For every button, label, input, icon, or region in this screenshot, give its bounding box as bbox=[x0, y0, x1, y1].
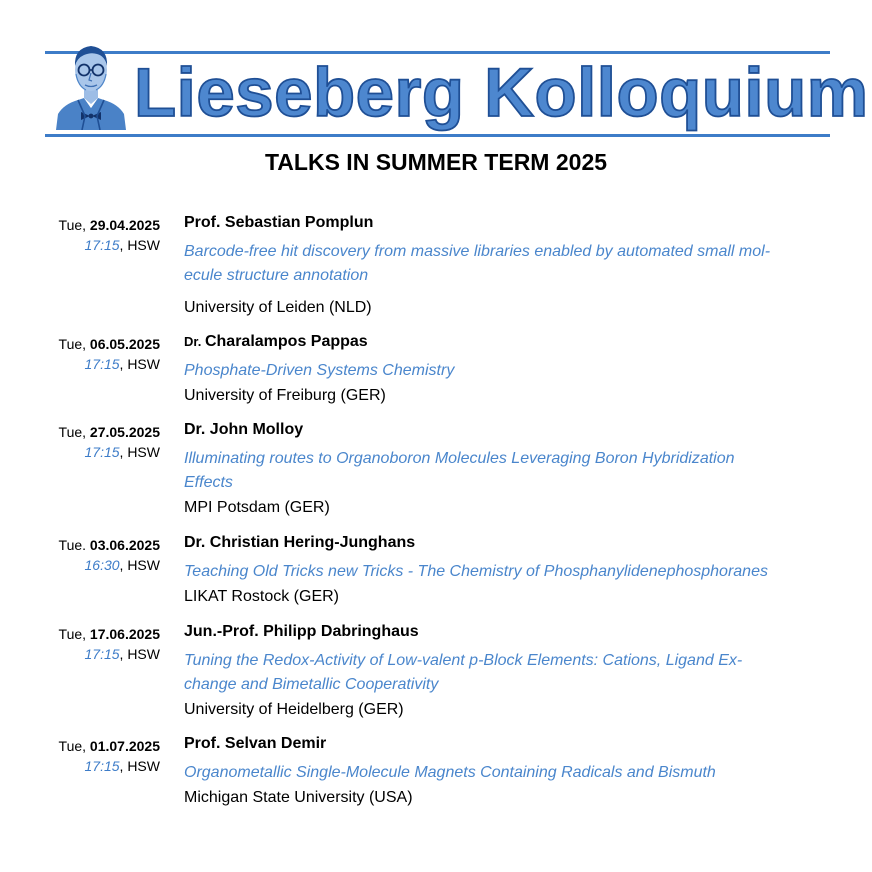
talk-date: 06.05.2025 bbox=[89, 336, 160, 352]
talk-weekday: Tue, bbox=[58, 424, 90, 440]
talk-time: 16:30 bbox=[84, 557, 120, 573]
speaker-name: Prof. Sebastian Pomplun bbox=[184, 214, 374, 231]
talk-date: 27.05.2025 bbox=[89, 424, 160, 440]
talk-title bbox=[184, 359, 824, 383]
talk-date: 01.07.2025 bbox=[89, 738, 160, 754]
talk-title bbox=[184, 447, 824, 495]
talk-date-block bbox=[59, 334, 160, 374]
talk-title bbox=[184, 649, 824, 697]
talk-time: 17:15 bbox=[84, 237, 120, 253]
talk-time: 17:15 bbox=[84, 646, 120, 662]
speaker-name: Dr. Christian Hering-Junghans bbox=[184, 534, 416, 551]
speaker-academic-title: Dr. bbox=[184, 334, 205, 349]
talk-title-line: Illuminating routes to Organoboron Molecules Leveraging Boron Hybridization bbox=[184, 450, 735, 467]
man-portrait-icon bbox=[54, 40, 128, 130]
talk-content bbox=[184, 734, 824, 810]
talk-title bbox=[184, 560, 824, 584]
talk-date-block bbox=[59, 422, 160, 462]
talk-date: 03.06.2025 bbox=[89, 537, 160, 553]
talk-title bbox=[184, 761, 824, 785]
speaker-institution: University of Heidelberg (GER) bbox=[184, 701, 404, 718]
speaker-name: Jun.-Prof. Philipp Dabringhaus bbox=[184, 623, 419, 640]
talk-date-block bbox=[59, 736, 160, 776]
talk-content bbox=[184, 332, 824, 408]
talk-weekday: Tue, bbox=[58, 738, 90, 754]
talk-title-line: Tuning the Redox-Activity of Low-valent p-Block Elements: Cations, Ligand Ex- bbox=[184, 652, 743, 669]
talk-weekday: Tue. bbox=[58, 537, 90, 553]
talk-date-block bbox=[59, 535, 160, 575]
talk-date: 29.04.2025 bbox=[89, 217, 160, 233]
talk-title-line: Barcode-free hit discovery from massive libraries enabled by automated small mol- bbox=[184, 243, 771, 260]
talk-title-line: Organometallic Single-Molecule Magnets Containing Radicals and Bismuth bbox=[184, 764, 716, 781]
talk-time: 17:15 bbox=[84, 444, 120, 460]
talk-location: , HSW bbox=[119, 444, 160, 460]
speaker-name bbox=[184, 332, 824, 352]
colloquium-title: Lieseberg Kolloquium bbox=[134, 54, 869, 131]
header-rule-bottom bbox=[45, 134, 830, 137]
page-subtitle: TALKS IN SUMMER TERM 2025 bbox=[264, 149, 608, 175]
speaker-institution: MPI Potsdam (GER) bbox=[184, 499, 330, 516]
speaker-institution: University of Leiden (NLD) bbox=[184, 299, 372, 316]
talk-date: 17.06.2025 bbox=[89, 626, 160, 642]
talk-date-block bbox=[59, 624, 160, 664]
talk-title-line: Effects bbox=[184, 474, 233, 491]
talk-title-line: Teaching Old Tricks new Tricks - The Chemistry of Phosphanylidenephosphoranes bbox=[184, 563, 768, 580]
speaker-institution: LIKAT Rostock (GER) bbox=[184, 588, 339, 605]
talk-location: , HSW bbox=[119, 356, 160, 372]
speaker-institution: Michigan State University (USA) bbox=[184, 789, 413, 806]
talk-weekday: Tue, bbox=[58, 626, 90, 642]
talk-date-block bbox=[59, 215, 160, 255]
talk-title-line: ecule structure annotation bbox=[184, 267, 369, 284]
talk-title-line: change and Bimetallic Cooperativity bbox=[184, 676, 439, 693]
talk-location: , HSW bbox=[119, 758, 160, 774]
talk-location: , HSW bbox=[119, 646, 160, 662]
talk-weekday: Tue, bbox=[58, 217, 90, 233]
talk-weekday: Tue, bbox=[58, 336, 90, 352]
speaker-name: Prof. Selvan Demir bbox=[184, 735, 327, 752]
talk-time: 17:15 bbox=[84, 356, 120, 372]
talk-title-line: Phosphate-Driven Systems Chemistry bbox=[184, 362, 455, 379]
talk-content bbox=[184, 420, 824, 520]
talk-location: , HSW bbox=[119, 557, 160, 573]
talk-time: 17:15 bbox=[84, 758, 120, 774]
talk-title bbox=[184, 240, 824, 288]
talk-location: , HSW bbox=[119, 237, 160, 253]
talk-content bbox=[184, 213, 824, 320]
speaker-name: Dr. John Molloy bbox=[184, 421, 304, 438]
speaker-name-text: Charalampos Pappas bbox=[204, 333, 368, 350]
talk-content bbox=[184, 533, 824, 609]
talk-content bbox=[184, 622, 824, 722]
speaker-institution: University of Freiburg (GER) bbox=[184, 387, 386, 404]
